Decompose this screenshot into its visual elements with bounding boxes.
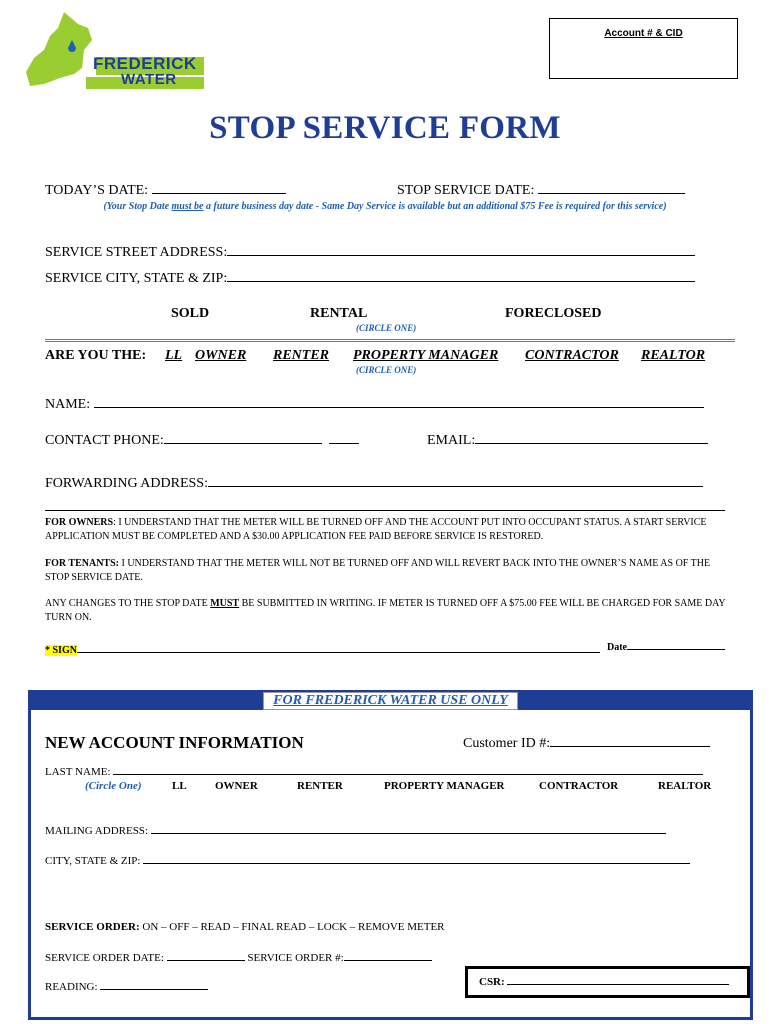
csr-line[interactable] [507, 975, 729, 985]
tenants-terms-label: FOR TENANTS: [45, 558, 119, 569]
email-field[interactable] [427, 432, 708, 449]
sign-label: * SIGN [45, 645, 77, 656]
service-order-date-field[interactable] [45, 951, 432, 964]
note-text-pre: (Your Stop Date [103, 201, 172, 212]
role-property-manager[interactable]: PROPERTY MANAGER [353, 348, 499, 363]
forwarding-address-label: FORWARDING ADDRESS: [45, 476, 208, 491]
service-street-address-line[interactable] [227, 244, 695, 256]
stop-service-date-field[interactable] [397, 182, 685, 199]
account-cid-box[interactable] [549, 18, 738, 79]
mailing-address-line[interactable] [151, 824, 666, 834]
role-owner[interactable]: OWNER [195, 348, 247, 363]
mailing-address-field[interactable] [45, 824, 666, 837]
name-label: NAME: [45, 397, 94, 412]
customer-id-line[interactable] [550, 735, 710, 747]
role-ll[interactable]: LL [165, 348, 183, 363]
role-contractor[interactable]: CONTRACTOR [525, 348, 619, 363]
changes-terms-post: BE SUBMITTED IN WRITING. IF METER IS TURNED OFF A $75.00 FEE WILL BE CHARGED FOR SAME DAY TURN ON. [45, 598, 726, 623]
service-order-options [45, 921, 445, 933]
office-circle-one-note: (Circle One) [85, 780, 142, 792]
contact-phone-field[interactable] [45, 432, 359, 449]
sign-line[interactable] [77, 643, 600, 653]
service-order-date-label: SERVICE ORDER DATE: [45, 952, 167, 964]
role-label-text: ARE YOU THE [45, 348, 142, 363]
office-role-ll[interactable]: LL [172, 780, 187, 792]
stop-service-date-line[interactable] [538, 182, 685, 194]
service-city-line[interactable] [227, 270, 695, 282]
role-realtor[interactable]: REALTOR [641, 348, 706, 363]
office-city-field[interactable] [45, 854, 690, 867]
option-sold[interactable]: SOLD [171, 306, 210, 321]
stop-date-note [45, 201, 725, 212]
forwarding-address-field[interactable] [45, 475, 703, 492]
name-field[interactable] [45, 396, 704, 413]
csr-label: CSR: [479, 976, 508, 988]
tenants-terms [45, 557, 735, 585]
service-street-address-field[interactable] [45, 244, 695, 261]
contact-phone-label: CONTACT PHONE: [45, 433, 164, 448]
account-cid-label: Account # & CID [604, 28, 683, 39]
service-order-label: SERVICE ORDER: [45, 921, 140, 933]
customer-id-field[interactable] [463, 735, 710, 752]
email-label: EMAIL: [427, 433, 476, 448]
logo-text-water: WATER [121, 71, 177, 88]
office-role-property-manager[interactable]: PROPERTY MANAGER [384, 780, 505, 792]
owners-terms-label: FOR OWNERS [45, 517, 114, 528]
owners-terms [45, 516, 735, 544]
option-foreclosed[interactable]: FORECLOSED [505, 306, 602, 321]
service-city-field[interactable] [45, 270, 695, 287]
stop-service-date-label: STOP SERVICE DATE: [397, 183, 538, 198]
service-order-date-line[interactable] [167, 951, 245, 961]
sign-field[interactable] [45, 640, 600, 658]
service-order-number-line[interactable] [344, 951, 432, 961]
note-text-post: a future business day date - Same Day Service is available but an additional $75 Fee is required for this service) [203, 201, 667, 212]
csr-field[interactable] [479, 975, 729, 988]
role-question-label [45, 348, 146, 364]
contact-phone-line[interactable] [164, 432, 322, 444]
owners-terms-text: : I UNDERSTAND THAT THE METER WILL BE TURNED OFF AND THE ACCOUNT PUT INTO OCCUPANT STATUS. A START SERVICE APPLICATION MUST BE COMPLETED AND A $30.00 APPLICATION FEE PAID BEFORE SERVICE IS RESTORED. [45, 517, 707, 542]
office-role-renter[interactable]: RENTER [297, 780, 343, 792]
date-label: Date [607, 642, 627, 653]
changes-terms-pre: ANY CHANGES TO THE STOP DATE [45, 598, 211, 609]
status-circle-one-note: (CIRCLE ONE) [356, 323, 417, 333]
todays-date-label: TODAY’S DATE: [45, 183, 152, 198]
last-name-field[interactable] [45, 765, 703, 778]
service-city-label: SERVICE CITY, STATE & ZIP: [45, 271, 228, 286]
contact-phone-ext-line[interactable] [329, 432, 359, 444]
frederick-water-logo [22, 10, 212, 90]
email-line[interactable] [475, 432, 708, 444]
office-role-realtor[interactable]: REALTOR [658, 780, 712, 792]
logo-text-frederick: FREDERICK [93, 54, 197, 73]
date-line[interactable] [627, 640, 725, 650]
note-text-must: must be [171, 201, 204, 212]
option-rental[interactable]: RENTAL [310, 306, 368, 321]
page-title: STOP SERVICE FORM [209, 110, 561, 146]
last-name-label: LAST NAME: [45, 766, 114, 778]
todays-date-line[interactable] [152, 182, 286, 194]
todays-date-field[interactable] [45, 182, 286, 199]
reading-line[interactable] [100, 980, 208, 990]
date-field[interactable] [607, 640, 725, 653]
role-renter[interactable]: RENTER [273, 348, 330, 363]
reading-field[interactable] [45, 980, 208, 993]
name-line[interactable] [94, 396, 704, 408]
divider [45, 339, 735, 342]
office-city-line[interactable] [143, 854, 690, 864]
tenants-terms-text: I UNDERSTAND THAT THE METER WILL NOT BE TURNED OFF AND WILL REVERT BACK INTO THE OWNER’S NAME AS OF THE STOP SERVICE DATE. [45, 558, 711, 583]
changes-terms [45, 597, 735, 625]
service-order-text: ON – OFF – READ – FINAL READ – LOCK – REMOVE METER [139, 921, 445, 933]
changes-terms-must: MUST [210, 598, 240, 609]
forwarding-address-line-2[interactable] [45, 510, 725, 511]
office-city-label: CITY, STATE & ZIP: [45, 855, 144, 867]
logo-map-icon [22, 10, 212, 90]
office-role-contractor[interactable]: CONTRACTOR [539, 780, 619, 792]
office-role-owner[interactable]: OWNER [215, 780, 258, 792]
office-use-banner: FOR FREDERICK WATER USE ONLY [263, 692, 518, 710]
mailing-address-label: MAILING ADDRESS: [45, 825, 151, 837]
service-order-number-label: SERVICE ORDER #: [244, 952, 344, 964]
role-circle-one-note: (CIRCLE ONE) [356, 365, 417, 375]
customer-id-label: Customer ID #: [463, 736, 551, 751]
reading-label: READING: [45, 981, 101, 993]
new-account-heading: NEW ACCOUNT INFORMATION [45, 733, 304, 752]
service-street-address-label: SERVICE STREET ADDRESS: [45, 245, 228, 260]
role-label-colon: : [141, 348, 147, 363]
last-name-line[interactable] [113, 765, 703, 775]
forwarding-address-line[interactable] [208, 475, 703, 487]
